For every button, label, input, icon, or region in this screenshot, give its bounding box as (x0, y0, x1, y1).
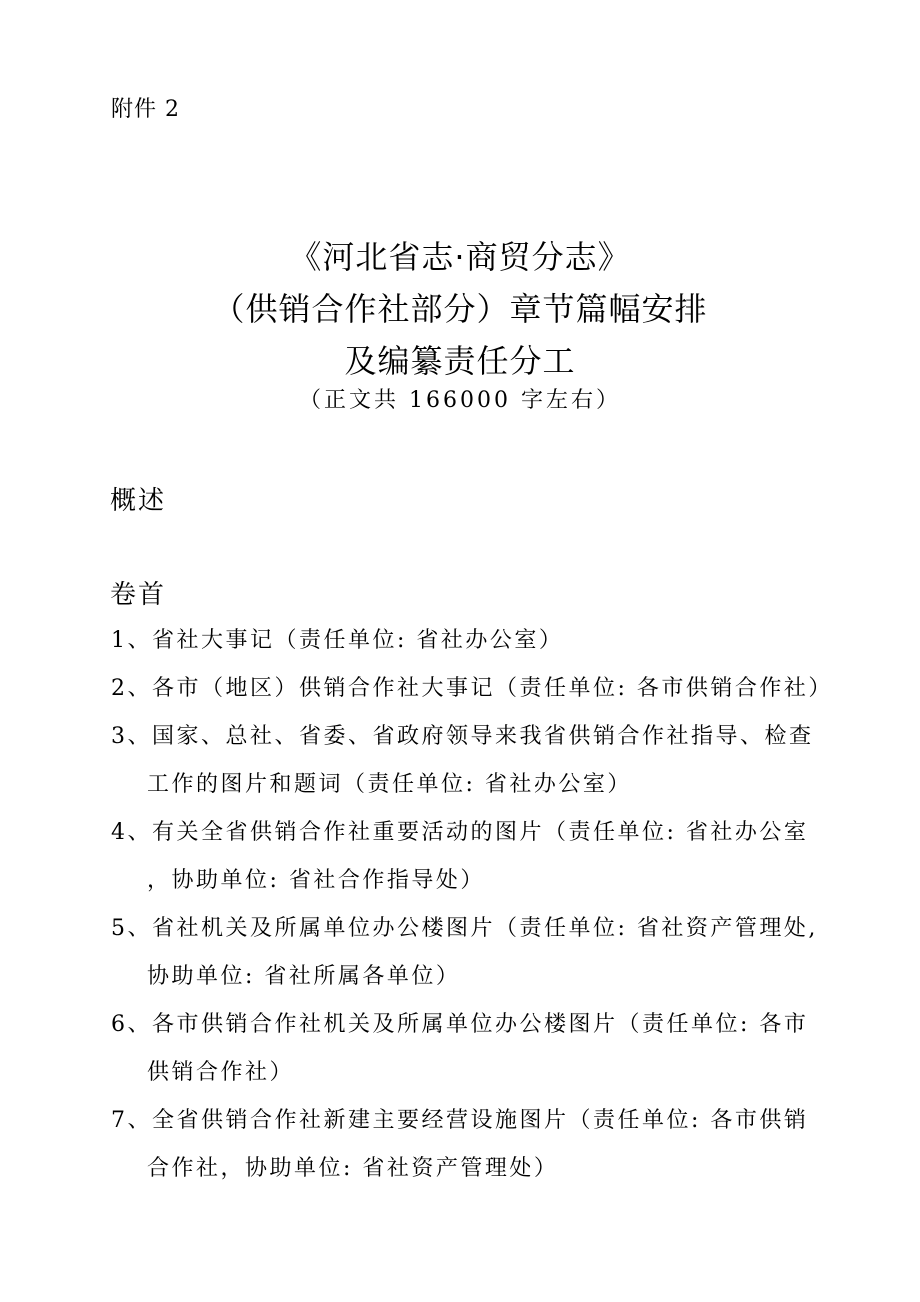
list-item (111, 809, 811, 905)
list-item-text: 各市供销合作社机关及所属单位办公楼图片（责任单位: 各市 (152, 1012, 809, 1037)
list-item-line (111, 1097, 811, 1145)
title-line-2: （供销合作社部分）章节篇幅安排 (212, 290, 708, 328)
section-heading-volume-head: 卷首 (110, 580, 167, 610)
list-item-number: 1、 (111, 628, 152, 653)
attachment-label: 附件 2 (111, 97, 180, 122)
list-item-number: 5、 (111, 916, 152, 941)
list-item (111, 1001, 811, 1097)
list-item-line (111, 905, 818, 953)
list-item-text: 全省供销合作社新建主要经营设施图片（责任单位: 各市供销 (152, 1108, 809, 1133)
list-item-number: 3、 (111, 724, 152, 749)
list-item-number: 4、 (111, 820, 152, 845)
list-item-line (111, 809, 811, 857)
list-item-continuation: 合作社，协助单位: 省社资产管理处） (147, 1156, 559, 1181)
list-item (111, 713, 814, 809)
list-item-line (111, 713, 814, 761)
list-item-text: 各市（地区）供销合作社大事记（责任单位: 各市供销合作社） (152, 676, 833, 701)
list-item-text: 省社大事记（责任单位: 省社办公室） (152, 628, 564, 653)
list-item-continuation: ，协助单位: 省社合作指导处） (147, 868, 485, 893)
title-line-3: 及编纂责任分工 (344, 342, 576, 380)
list-item-line (111, 1001, 811, 1049)
list-item-number: 6、 (111, 1012, 152, 1037)
list-item-text: 省社机关及所属单位办公楼图片（责任单位: 省社资产管理处, (152, 916, 818, 941)
list-item-text: 国家、总社、省委、省政府领导来我省供销合作社指导、检查 (152, 724, 814, 749)
list-item (111, 617, 811, 665)
list-item (111, 665, 833, 713)
list-item-continuation: 供销合作社） (147, 1060, 295, 1085)
list-item (111, 1097, 811, 1193)
list-item-line (111, 617, 811, 665)
list-item-number: 2、 (111, 676, 152, 701)
section-heading-overview: 概述 (110, 486, 167, 516)
subtitle-word-count: （正文共 166000 字左右） (299, 388, 621, 413)
list-item-number: 7、 (111, 1108, 152, 1133)
list-item-line (111, 665, 833, 713)
list-item-text: 有关全省供销合作社重要活动的图片（责任单位: 省社办公室 (152, 820, 809, 845)
list-item-continuation: 工作的图片和题词（责任单位: 省社办公室） (147, 772, 632, 797)
title-line-1: 《河北省志·商贸分志》 (289, 238, 631, 276)
list-item (111, 905, 818, 1001)
list-item-continuation: 协助单位: 省社所属各单位） (147, 964, 461, 989)
